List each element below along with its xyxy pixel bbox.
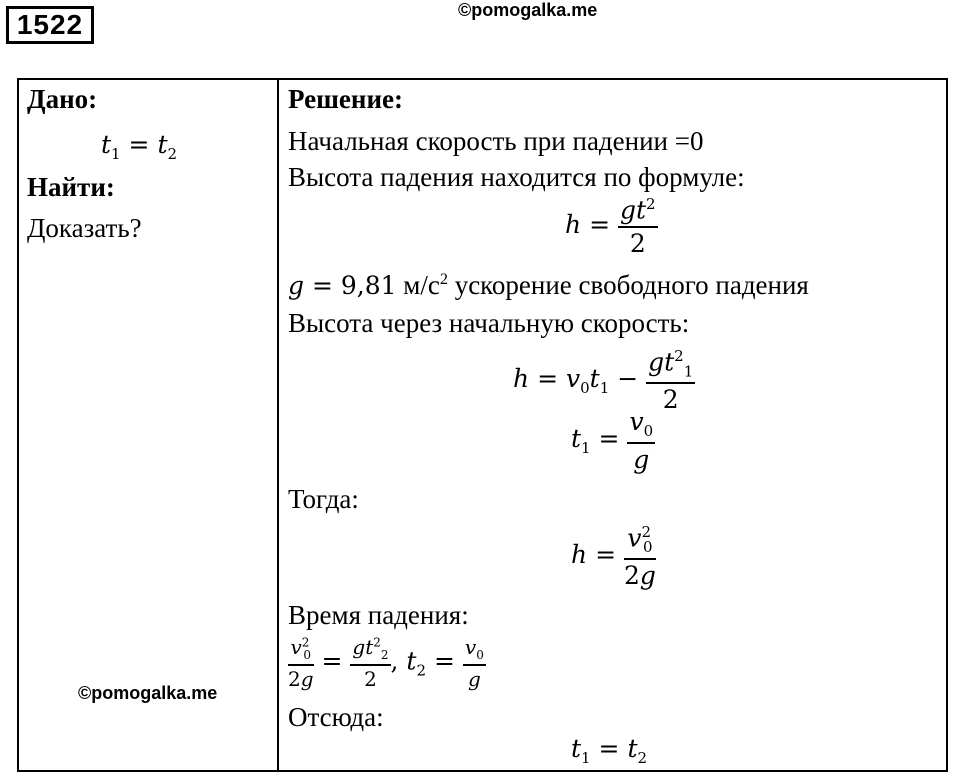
solution-line-2: Высота падения находится по формуле: [288,162,745,192]
formula-height: h = $\frac{gt^2}{2}$ [565,195,656,258]
solution-table [17,78,948,772]
gravity-desc: ускорение свободного падения [454,270,809,300]
formula-height-v0-squared: h = $\frac{v^2_0}{2g}$ [571,523,656,590]
find-text: Доказать? [27,213,142,243]
watermark-bottom: ©pomogalka.me [78,683,218,703]
formula-equation: $\frac{v^2_0}{2g}$ = $\frac{gt^2_2}{2}$ , $t_2$ = $\frac{v_0}{g}$ [288,635,484,692]
gravity-line: g = 9,81 $м/с^2$ ускорение свободного падения [288,270,809,300]
watermark-top: ©pomogalka.me [458,0,598,20]
formula-height-v0: $h = v_0t_1$ − $\frac{gt^2_1}{2}$ [513,347,694,414]
formula-t1: $t_1$ = $\frac{v_0}{g}$ [571,407,654,474]
solution-line-3: Высота через начальную скорость: [288,308,690,338]
find-header: Найти: [27,172,115,202]
fall-time-label: Время падения: [288,600,469,630]
problem-number: 1522 [6,6,94,44]
given-header: Дано: [27,84,98,114]
solution-line-1: Начальная скорость при падении =0 [288,126,704,156]
given-column [18,79,278,771]
solution-header: Решение: [288,84,403,114]
solution-column [278,79,947,771]
hence-label: Отсюда: [288,702,384,732]
gravity-unit: $м/с^2$ [403,270,448,300]
formula-result: $t_1 = t_2$ [571,734,648,767]
given-condition: $t_1 = t_2$ [101,130,178,163]
then-label: Тогда: [288,484,359,514]
